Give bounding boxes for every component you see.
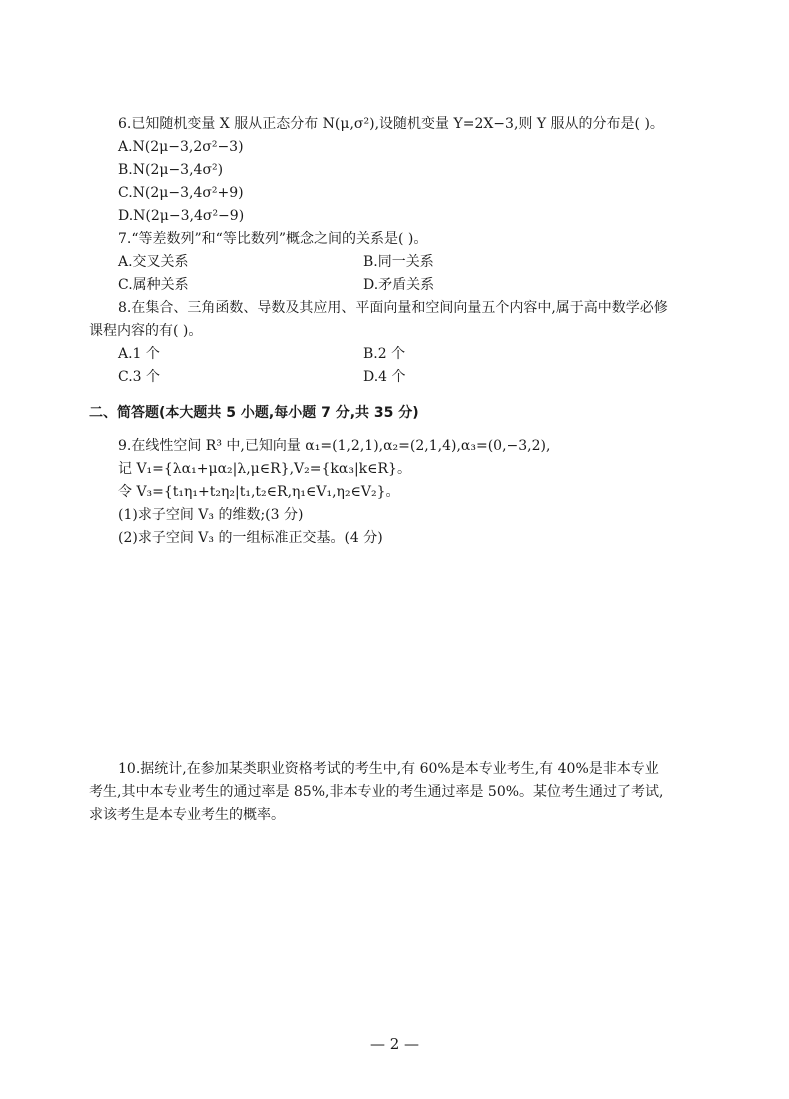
page-number: — 2 — [369, 1035, 420, 1053]
q8-option-d: D.4 个 [363, 369, 406, 385]
q7-option-a: A.交叉关系 [118, 254, 189, 270]
q6-option-a: A.N(2μ−3,2σ²−3) [118, 139, 244, 155]
q8-option-c: C.3 个 [118, 369, 161, 385]
q6-option-d: D.N(2μ−3,4σ²−9) [118, 208, 245, 224]
q7-option-b: B.同一关系 [363, 254, 434, 270]
q6-option-c: C.N(2μ−3,4σ²+9) [118, 185, 244, 201]
q10-stem-line-2: 考生,其中本专业考生的通过率是 85%,非本专业的考生通过率是 50%。某位考生通过了考试, [89, 784, 664, 800]
q9-subquestion-2: (2)求子空间 V₃ 的一组标准正交基。(4 分) [118, 530, 383, 546]
q7-stem: 7.“等差数列”和“等比数列”概念之间的关系是( )。 [118, 231, 428, 247]
q6-option-b: B.N(2μ−3,4σ²) [118, 162, 224, 178]
q8-option-a: A.1 个 [118, 346, 160, 362]
q9-stem-line-1: 9.在线性空间 R³ 中,已知向量 α₁=(1,2,1),α₂=(2,1,4),α₃=(0,−3,2), [118, 438, 551, 454]
q6-stem: 6.已知随机变量 X 服从正态分布 N(μ,σ²),设随机变量 Y=2X−3,则 Y 服从的分布是( )。 [118, 116, 664, 132]
q7-option-c: C.属种关系 [118, 277, 189, 293]
q9-stem-line-2: 记 V₁={λα₁+μα₂|λ,μ∈R},V₂={kα₃|k∈R}。 [118, 461, 411, 477]
q8-stem-line-2: 课程内容的有( )。 [89, 323, 203, 339]
q9-subquestion-1: (1)求子空间 V₃ 的维数;(3 分) [118, 507, 304, 523]
section-heading: 二、简答题(本大题共 5 小题,每小题 7 分,共 35 分) [89, 405, 419, 421]
q8-stem-line-1: 8.在集合、三角函数、导数及其应用、平面向量和空间向量五个内容中,属于高中数学必修 [118, 300, 668, 316]
q9-stem-line-3: 令 V₃={t₁η₁+t₂η₂|t₁,t₂∈R,η₁∈V₁,η₂∈V₂}。 [118, 484, 400, 500]
q7-option-d: D.矛盾关系 [363, 277, 435, 293]
q10-stem-line-3: 求该考生是本专业考生的概率。 [89, 807, 285, 823]
q10-stem-line-1: 10.据统计,在参加某类职业资格考试的考生中,有 60%是本专业考生,有 40%是非本专业 [118, 761, 659, 777]
q8-option-b: B.2 个 [363, 346, 406, 362]
